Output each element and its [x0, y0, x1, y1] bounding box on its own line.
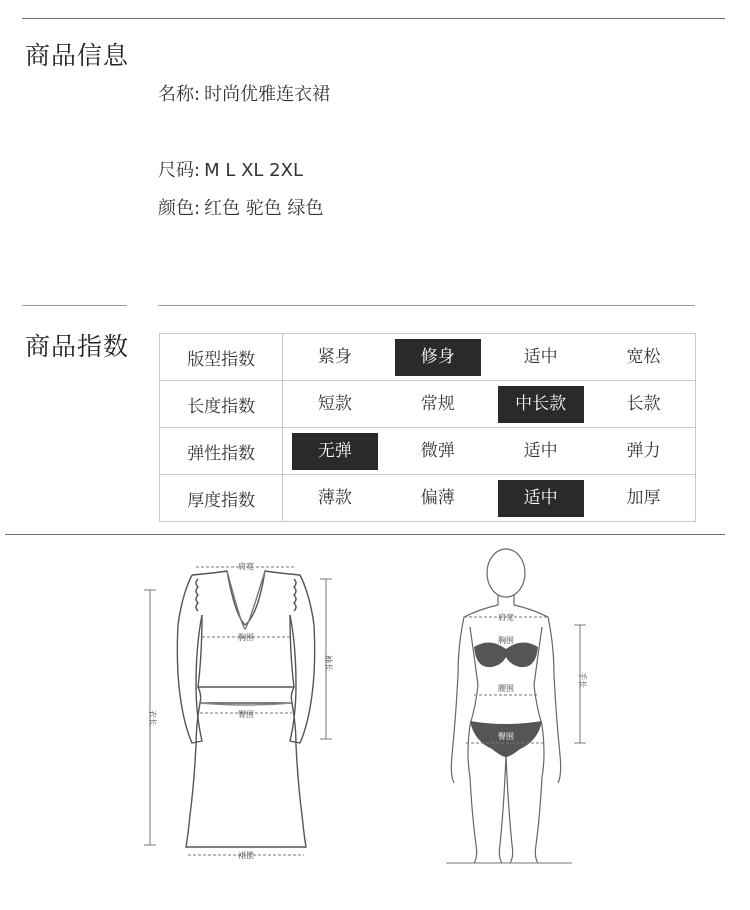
index-option-cell: [386, 428, 489, 475]
index-row-label: 长度指数: [160, 381, 283, 428]
index-option-cell: [386, 475, 489, 522]
index-row-label: 弹性指数: [160, 428, 283, 475]
index-option: 紧身: [317, 346, 352, 367]
index-option: 短款: [317, 393, 352, 414]
index-option-cell: [489, 475, 592, 522]
index-option-cell: [592, 475, 695, 522]
garment-measurement-diagram: [130, 555, 345, 870]
garment-shoulder-label: 肩宽: [238, 562, 254, 571]
body-measurement-diagram: [440, 545, 600, 870]
body-arm-label: 手长: [578, 672, 587, 688]
index-option-cell: [592, 428, 695, 475]
index-option-cell: [386, 334, 489, 381]
index-option-selected: 中长款: [498, 386, 584, 423]
body-hip-label: 臀围: [498, 732, 514, 741]
index-option: 常规: [420, 393, 455, 414]
garment-length-label: 衣长: [148, 710, 157, 726]
product-name-value: 时尚优雅连衣裙: [204, 84, 331, 105]
body-shoulder-label: 肩宽: [498, 613, 514, 622]
index-option-cell: [489, 381, 592, 428]
index-option: 加厚: [626, 487, 661, 508]
index-option-cell: [386, 381, 489, 428]
product-color-label: 颜色:: [158, 198, 201, 219]
body-chest-label: 胸围: [498, 636, 514, 645]
garment-hem-label: 裙摆: [238, 851, 254, 860]
product-name-label: 名称:: [158, 84, 201, 105]
index-option: 偏薄: [420, 487, 455, 508]
index-option-cell: [283, 381, 386, 428]
garment-sleeve-label: 袖长: [324, 655, 333, 671]
index-row: [160, 381, 696, 428]
diagram-divider: [5, 534, 725, 535]
product-index-table: [159, 333, 696, 522]
product-index-title: 商品指数: [25, 332, 130, 361]
index-option: 长款: [626, 393, 661, 414]
index-option-cell: [489, 428, 592, 475]
index-option-selected: 适中: [498, 480, 584, 517]
body-waist-label: 腰围: [498, 684, 514, 693]
index-option-cell: [283, 428, 386, 475]
garment-chest-label: 胸围: [238, 633, 254, 642]
index-left-divider: [22, 305, 127, 306]
index-option-cell: [489, 334, 592, 381]
index-option-selected: 修身: [395, 339, 481, 376]
product-color-value: 红色 驼色 绿色: [204, 198, 324, 219]
index-option-selected: 无弹: [292, 433, 378, 470]
index-option-cell: [592, 381, 695, 428]
product-name-line: [158, 80, 330, 106]
index-option-cell: [283, 475, 386, 522]
index-option: 微弹: [420, 440, 455, 461]
index-option: 宽松: [626, 346, 661, 367]
index-right-divider: [158, 305, 695, 306]
product-size-value: M L XL 2XL: [204, 160, 303, 181]
index-option: 薄款: [317, 487, 352, 508]
index-row-label: 厚度指数: [160, 475, 283, 522]
index-option: 弹力: [626, 440, 661, 461]
index-option-cell: [283, 334, 386, 381]
index-row: [160, 428, 696, 475]
index-row-label: 版型指数: [160, 334, 283, 381]
index-option-cell: [592, 334, 695, 381]
product-size-label: 尺码:: [158, 160, 201, 181]
index-option: 适中: [523, 346, 558, 367]
bra-shape: [474, 642, 538, 667]
product-size-line: [158, 156, 303, 182]
index-row: [160, 475, 696, 522]
garment-hip-label: 臀围: [238, 710, 254, 719]
index-row: [160, 334, 696, 381]
product-color-line: [158, 194, 324, 220]
product-info-title: 商品信息: [25, 41, 130, 70]
top-divider: [22, 18, 725, 19]
index-option: 适中: [523, 440, 558, 461]
